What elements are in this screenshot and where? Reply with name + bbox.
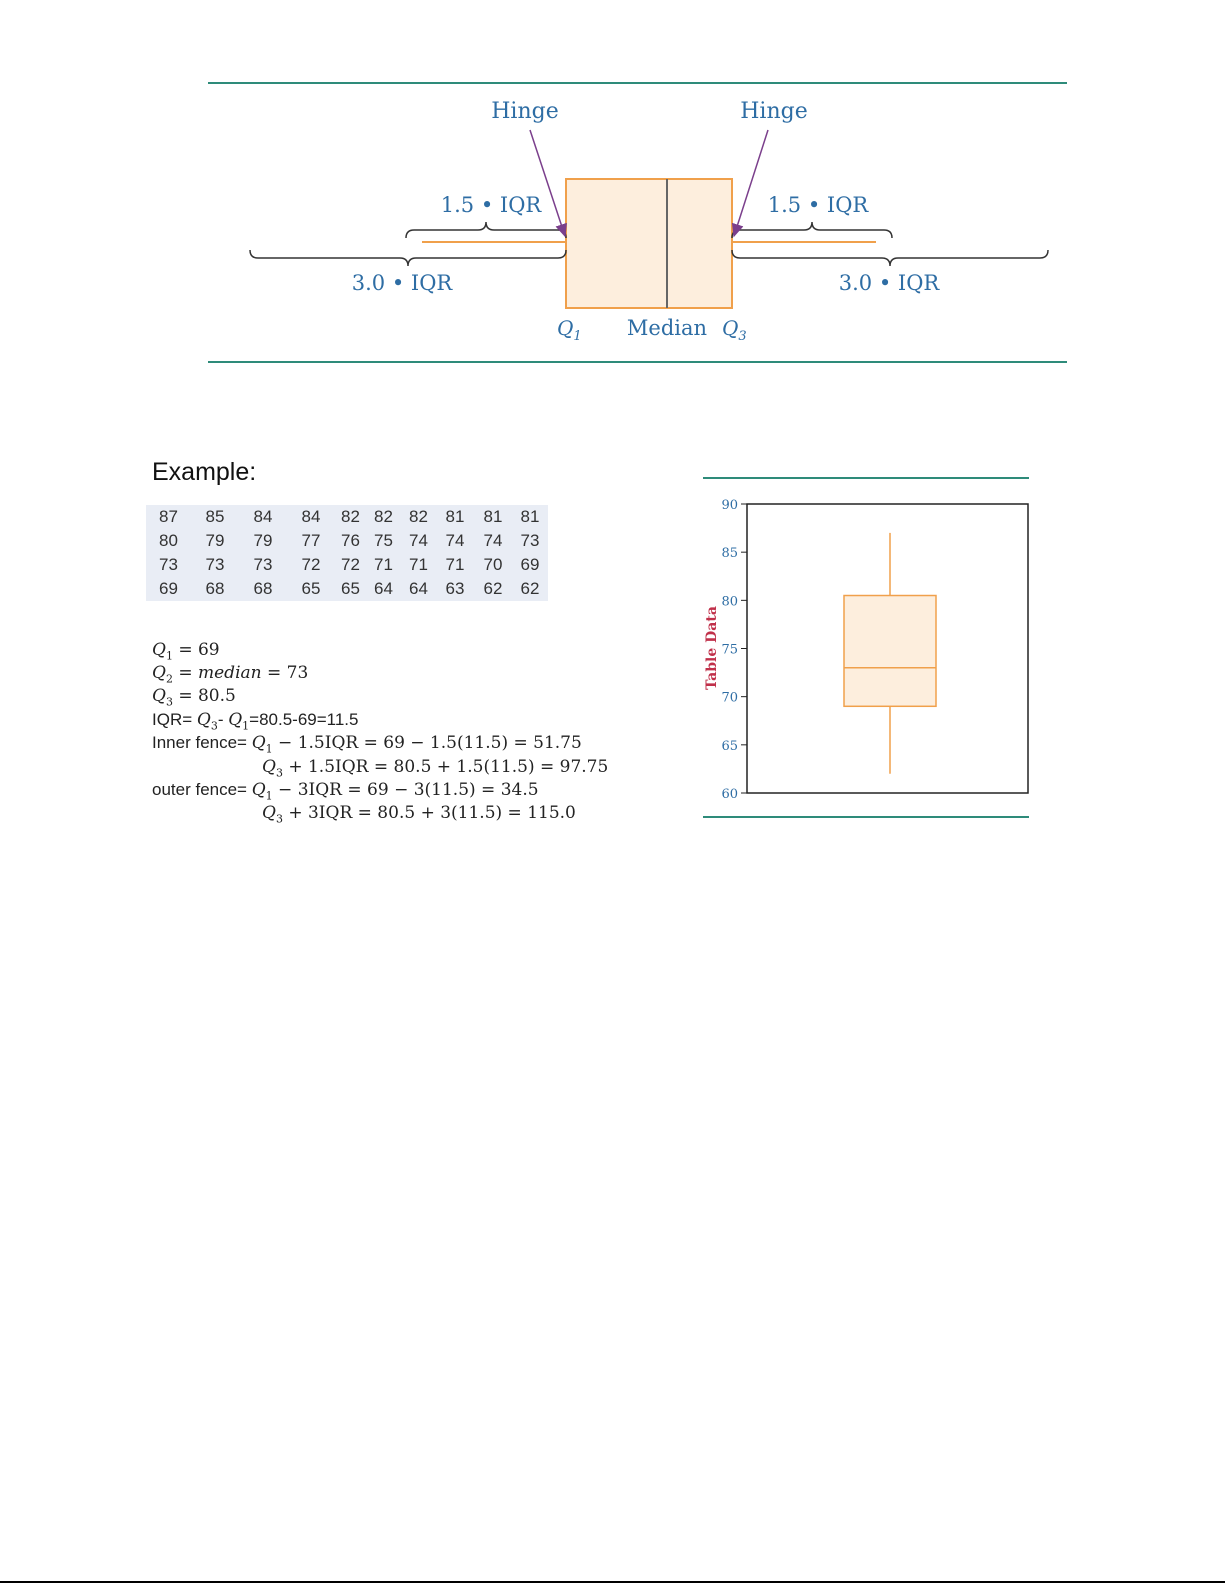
outer-left-label: 3.0 • IQR [351,271,453,295]
median-label: Median [626,316,708,340]
page-bottom-border [0,1581,1225,1583]
inner-right-brace [732,222,892,238]
inner-left-label: 1.5 • IQR [440,193,542,217]
table-cell: 82 [401,505,436,529]
outer-fence-equation-1: outer fence= $Q_1 - 3IQR = 69 - 3(11.5) = 34.5$ [152,780,539,803]
box-iqr [844,596,936,707]
table-cell: 79 [191,529,239,553]
table-cell: 71 [436,553,474,577]
table-cell: 74 [401,529,436,553]
table-cell: 64 [366,577,401,601]
inner-fence-equation-2: $Q_3 + 1.5IQR = 80.5 + 1.5(11.5) = 97.75$ [262,757,609,780]
y-tick-label: 75 [721,642,738,658]
table-cell: 81 [474,505,512,529]
q1-equation: $Q_1 = 69$ [152,640,220,663]
q3-label: $Q_3$ [722,316,747,344]
table-row [146,577,548,601]
table-cell: 77 [287,529,335,553]
hinge-left-label: Hinge [491,99,559,124]
table-cell: 72 [335,553,366,577]
table-cell: 81 [436,505,474,529]
outer-right-label: 3.0 • IQR [838,271,940,295]
example-heading: Example: [152,458,257,486]
table-cell: 62 [512,577,548,601]
table-cell: 64 [401,577,436,601]
table-cell: 68 [239,577,287,601]
q1-label: $Q_1$ [557,316,582,344]
inner-left-brace [406,222,566,238]
iqr-box [566,179,732,308]
table-cell: 71 [366,553,401,577]
table-cell: 75 [366,529,401,553]
table-cell: 82 [335,505,366,529]
table-cell: 84 [287,505,335,529]
y-tick-label: 70 [721,690,738,706]
inner-right-label: 1.5 • IQR [767,193,869,217]
plot-frame [747,504,1028,793]
table-cell: 82 [366,505,401,529]
y-tick-label: 60 [721,787,738,802]
example-data-table [146,505,548,601]
table-row [146,553,548,577]
outer-left-brace [250,250,566,266]
table-cell: 76 [335,529,366,553]
table-cell: 74 [474,529,512,553]
table-cell: 71 [401,553,436,577]
table-cell: 87 [146,505,191,529]
table-cell: 73 [146,553,191,577]
table-cell: 65 [335,577,366,601]
boxplot-explanation-diagram [0,0,1225,400]
y-tick-label: 65 [721,738,738,754]
y-tick-label: 80 [721,594,738,610]
table-cell: 84 [239,505,287,529]
table-cell: 74 [436,529,474,553]
table-cell: 85 [191,505,239,529]
table-cell: 73 [512,529,548,553]
table-cell: 80 [146,529,191,553]
table-row [146,505,548,529]
table-row [146,529,548,553]
table-cell: 73 [191,553,239,577]
y-axis-label: Table Data [704,606,720,690]
table-cell: 70 [474,553,512,577]
outer-fence-equation-2: $Q_3 + 3IQR = 80.5 + 3(11.5) = 115.0$ [262,803,576,826]
table-cell: 65 [287,577,335,601]
hinge-right-label: Hinge [740,99,808,124]
y-tick-label: 90 [721,498,738,513]
table-cell: 62 [474,577,512,601]
table-cell: 69 [146,577,191,601]
left-hinge-arrow [530,130,565,236]
y-tick-label: 85 [721,546,738,562]
table-cell: 73 [239,553,287,577]
table-cell: 79 [239,529,287,553]
table-cell: 69 [512,553,548,577]
right-hinge-arrow [734,130,768,236]
table-cell: 81 [512,505,548,529]
table-cell: 72 [287,553,335,577]
table-cell: 68 [191,577,239,601]
outer-right-brace [732,250,1048,266]
table-cell: 63 [436,577,474,601]
q3-equation: $Q_3 = 80.5$ [152,686,236,709]
q2-equation: $Q_2$ = median = 73 [152,663,309,686]
iqr-equation: $IQR= Q_3-$ $Q_1=80.5-69=11.5$ [152,710,359,733]
inner-fence-equation-1: Inner fence= $Q_1 - 1.5IQR = 69 - 1.5(11.5) = 51.75$ [152,733,582,756]
